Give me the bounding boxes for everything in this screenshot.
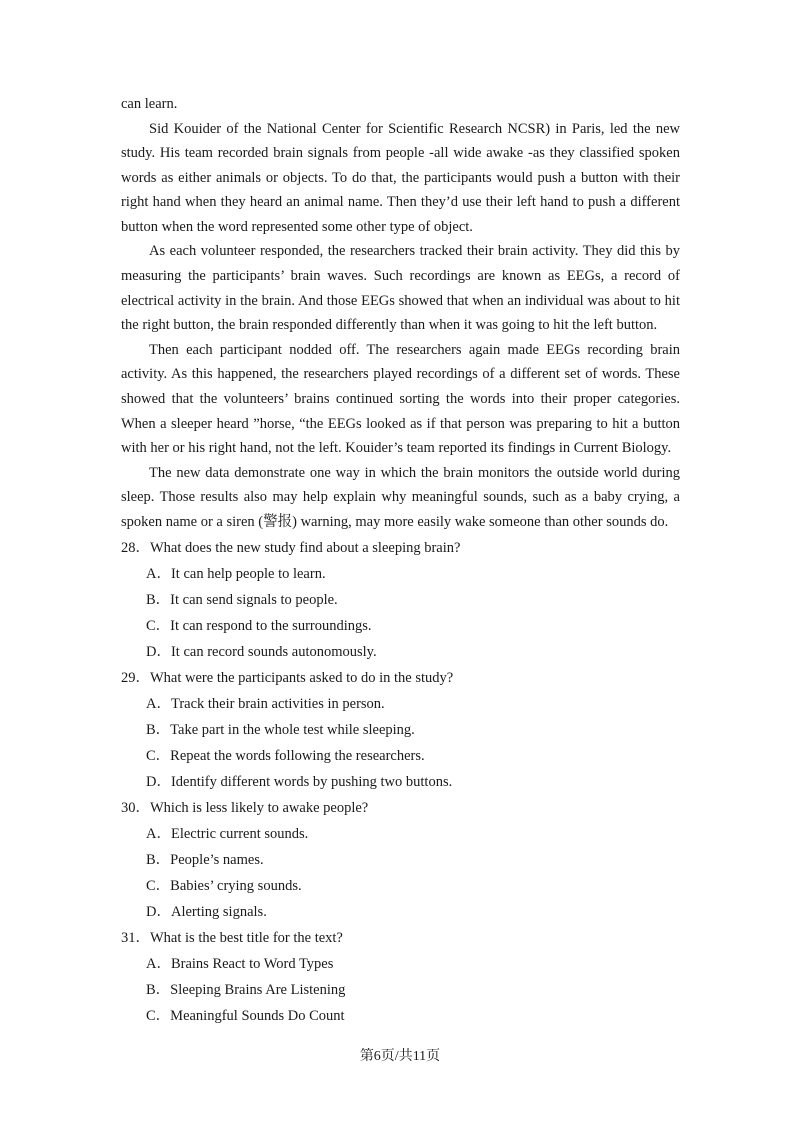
option-c: C．Meaningful Sounds Do Count <box>146 1007 345 1024</box>
question-stem: 30．Which is less likely to awake people? <box>121 799 369 816</box>
option-c: C．It can respond to the surroundings. <box>146 617 372 634</box>
passage-paragraph-3: Then each participant nodded off. The researchers again made EEGs recording brain activity. As this happened, the researchers played recordings of a different set of words. These showed that the volunteers’ brains continued sorting the words into their proper categories. When a sleeper heard ”horse, “the EEGs looked as if that person was preparing to hit a button with her or his right hand, not the left. Kouider’s team reported its findings in Current Biology. <box>121 341 680 457</box>
question-stem: 31．What is the best title for the text? <box>121 929 343 946</box>
option-d: D．Alerting signals. <box>146 903 267 920</box>
passage-lead-line: can learn. <box>121 96 178 112</box>
option-b: B．Take part in the whole test while sleeping. <box>146 721 415 738</box>
question-29 <box>121 665 680 795</box>
page-content <box>121 92 680 1029</box>
question-28 <box>121 535 680 665</box>
question-30 <box>121 795 680 925</box>
page-number: 第6页/共11页 <box>359 1049 441 1064</box>
question-stem: 28．What does the new study find about a sleeping brain? <box>121 539 461 556</box>
option-a: A．Track their brain activities in person. <box>146 695 385 712</box>
passage-paragraph-2: As each volunteer responded, the researchers tracked their brain activity. They did this by measuring the participants’ brain waves. Such recordings are known as EEGs, a record of electrical activity in the brain. And those EEGs showed that when an individual was about to hit the right button, the brain responded differently than when it was going to hit the left button. <box>121 243 680 334</box>
option-b: B．Sleeping Brains Are Listening <box>146 981 346 998</box>
option-a: A．It can help people to learn. <box>146 565 326 582</box>
option-d: D．It can record sounds autonomously. <box>146 643 377 660</box>
question-stem: 29．What were the participants asked to do in the study? <box>121 669 454 686</box>
option-a: A．Brains React to Word Types <box>146 955 334 972</box>
passage-paragraph-4: The new data demonstrate one way in which the brain monitors the outside world during sleep. Those results also may help explain why meaningful sounds, such as a baby crying, a spoken name or a siren (警报) warning, may more easily wake someone than other sounds do. <box>121 464 680 530</box>
question-31 <box>121 925 680 1029</box>
option-b: B．People’s names. <box>146 851 264 868</box>
option-d: D．Identify different words by pushing two buttons. <box>146 773 453 790</box>
option-c: C．Babies’ crying sounds. <box>146 877 302 894</box>
option-c: C．Repeat the words following the researchers. <box>146 747 425 764</box>
passage-paragraph-1: Sid Kouider of the National Center for Scientific Research NCSR) in Paris, led the new study. His team recorded brain signals from people -all wide awake -as they classified spoken words as either animals or objects. To do that, the participants would push a button with their right hand when they heard an animal name. Then they’d use their left hand to push a different button when the word represented some other type of object. <box>121 120 680 235</box>
option-b: B．It can send signals to people. <box>146 591 338 608</box>
option-a: A．Electric current sounds. <box>146 825 309 842</box>
